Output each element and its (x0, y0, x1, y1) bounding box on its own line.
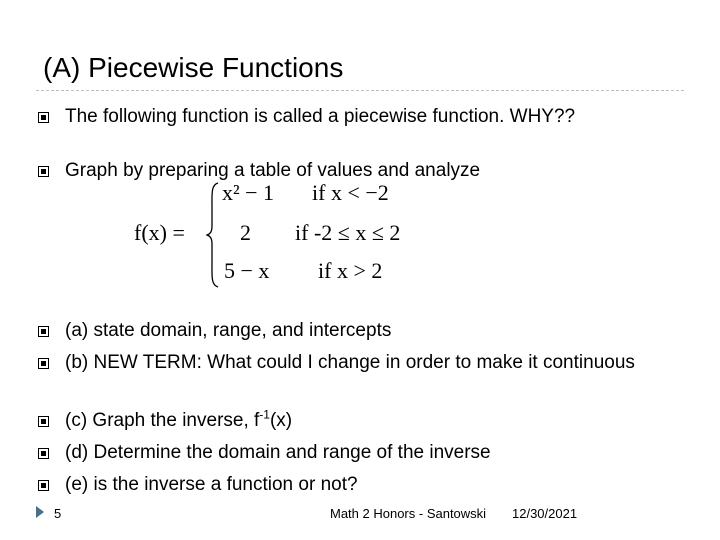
page-title: (A) Piecewise Functions (43, 52, 344, 83)
bullet-text: (b) NEW TERM: What could I change in order to make it continuous (65, 352, 635, 373)
bullet-text: (d) Determine the domain and range of the inverse (65, 442, 491, 463)
list-item (38, 440, 678, 465)
formula-cond-1: if x < −2 (312, 180, 389, 205)
bullet-text-prefix: (c) Graph the inverse, f (65, 410, 260, 431)
bullet-text: (a) state domain, range, and intercepts (65, 320, 392, 341)
bullet-text: The following function is called a piecewise function. WHY?? (65, 106, 576, 127)
footer-date: 12/30/2021 (512, 506, 578, 521)
list-item (38, 104, 678, 129)
checkbox-square-icon (38, 448, 49, 459)
formula-lhs: f(x) = (134, 220, 185, 245)
formula-expr-2: 2 (240, 220, 251, 245)
left-brace (206, 182, 220, 288)
formula-cond-3: if x > 2 (318, 258, 383, 283)
list-item (38, 408, 678, 433)
formula-cond-2: if -2 ≤ x ≤ 2 (295, 220, 401, 245)
checkbox-square-icon (38, 326, 49, 337)
bullet-text-suffix: (x) (269, 410, 293, 431)
piecewise-formula (134, 180, 404, 290)
bullet-text (65, 408, 678, 433)
list-item (38, 350, 678, 375)
bullet-text: Graph by preparing a table of values and analyze (65, 160, 481, 181)
formula-expr-1: x² − 1 (222, 180, 275, 205)
checkbox-square-icon (38, 166, 49, 177)
checkbox-square-icon (38, 416, 49, 427)
footer-text: Math 2 Honors - Santowski (330, 506, 487, 521)
checkbox-square-icon (38, 112, 49, 123)
formula-expr-3: 5 − x (224, 258, 270, 283)
page-number: 5 (54, 506, 62, 521)
triangle-right-icon (36, 506, 44, 518)
inverse-superscript: -1 (259, 407, 270, 422)
bullet-text: (e) is the inverse a function or not? (65, 474, 358, 495)
checkbox-square-icon (38, 480, 49, 491)
list-item (38, 472, 678, 497)
list-item (38, 318, 678, 343)
title-divider (36, 90, 684, 91)
checkbox-square-icon (38, 358, 49, 369)
